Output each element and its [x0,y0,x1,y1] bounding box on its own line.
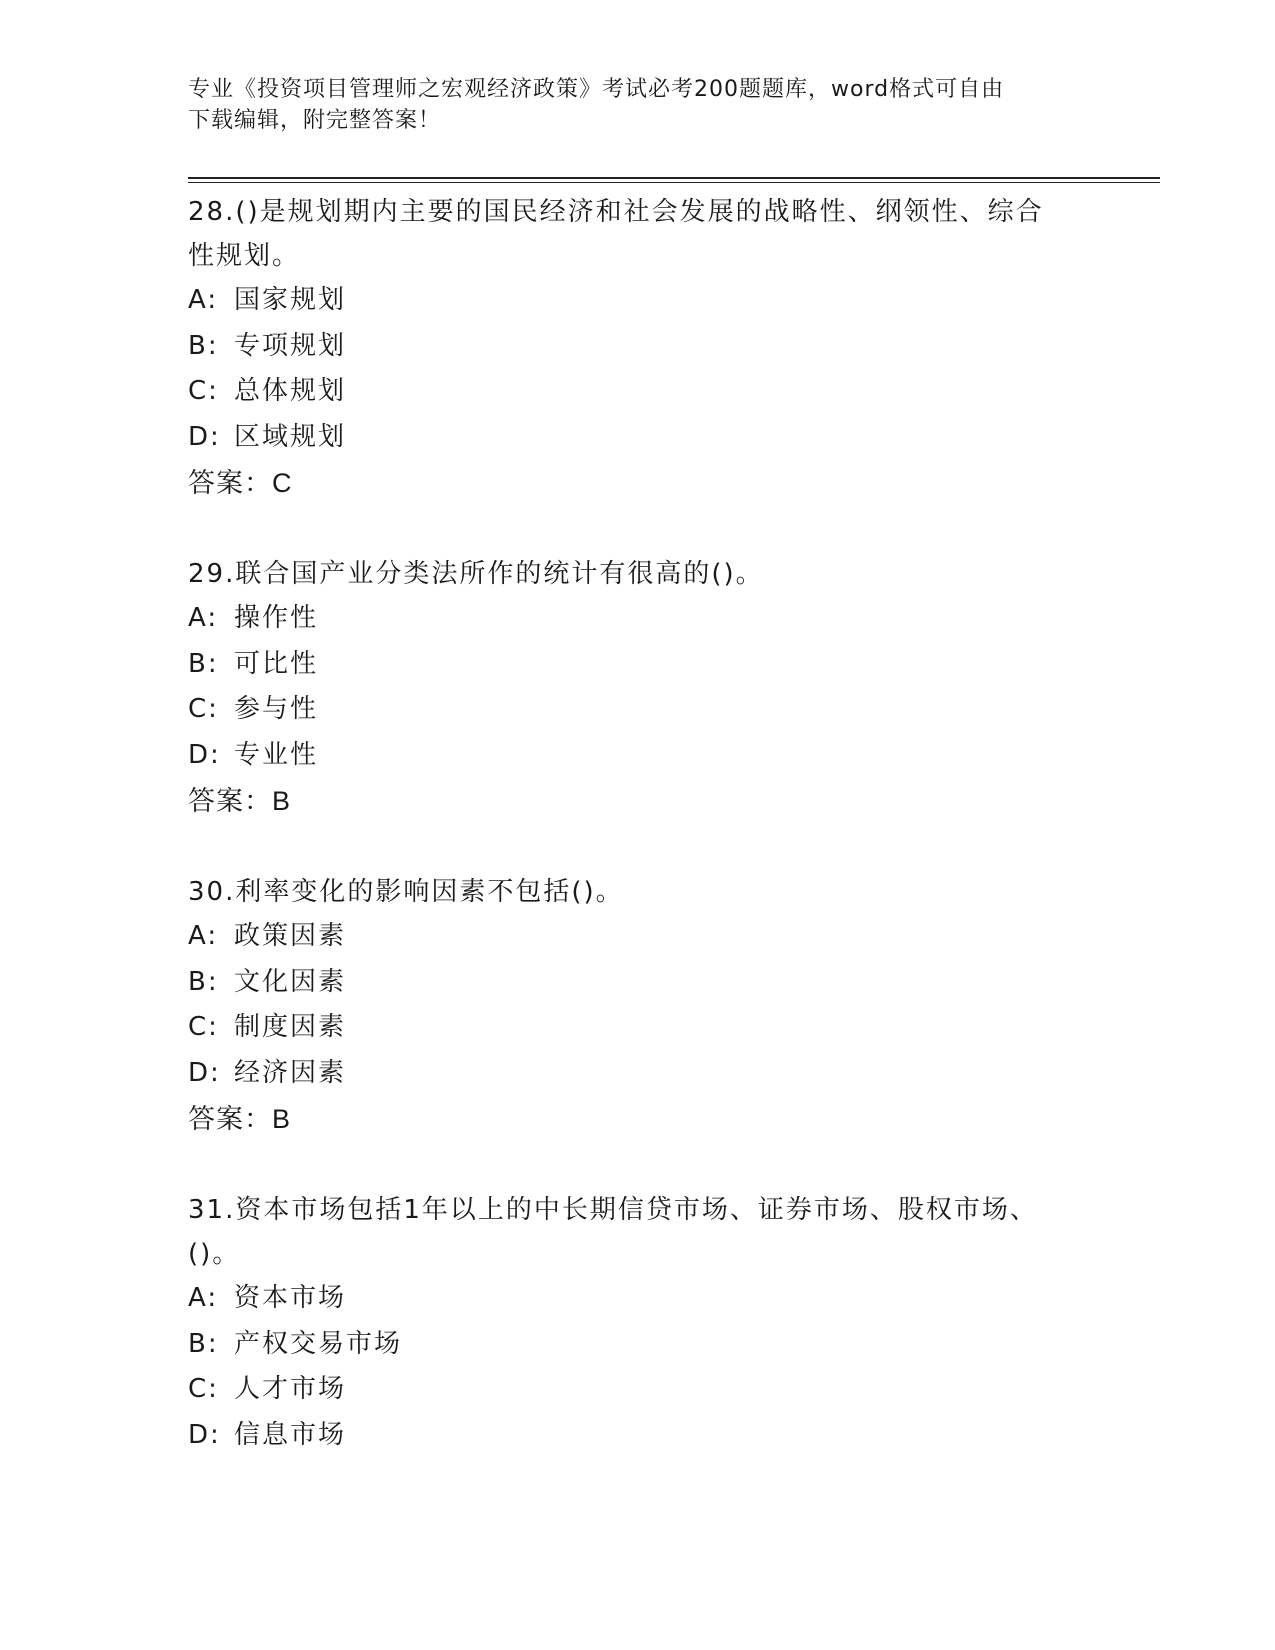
option-d [188,733,1088,779]
option-text: 操作性 [234,603,319,633]
question-29 [188,552,1088,824]
option-text: 总体规划 [234,376,347,406]
option-text: 可比性 [234,648,319,679]
option-text: 人才市场 [234,1374,347,1404]
header-divider-thin [188,182,1160,183]
option-text: 产权交易市场 [234,1328,403,1359]
question-stem [188,1188,1088,1276]
option-letter: A: [188,285,219,315]
option-letter: D: [188,1419,221,1450]
option-letter: C: [188,1012,219,1042]
option-letter: D: [188,1057,221,1088]
option-d [188,1051,1088,1097]
header-divider-thick [188,177,1160,179]
header-line: 专业《投资项目管理师之宏观经济政策》考试必考200题题库，word格式可自由 [188,77,1005,102]
header-line: 下载编辑，附完整答案！ [188,108,442,133]
option-text: 专业性 [234,739,319,770]
option-a [188,596,1088,642]
option-b [188,642,1088,688]
option-c [188,1367,1088,1413]
option-d [188,1413,1088,1459]
option-letter: C: [188,1374,219,1404]
question-stem [188,552,1088,596]
question-stem-line: 性规划。 [188,241,301,271]
option-letter: C: [188,694,219,724]
question-28 [188,190,1088,506]
option-text: 政策因素 [234,921,347,951]
question-stem [188,190,1088,278]
option-b [188,960,1088,1006]
answer-line: 答案：B [188,1104,292,1134]
question-stem-line: 29.联合国产业分类法所作的统计有很高的()。 [188,559,764,589]
question-stem-line: 30.利率变化的影响因素不包括()。 [188,877,624,907]
option-letter: C: [188,376,219,406]
question-stem-line: 28.()是规划期内主要的国民经济和社会发展的战略性、纲领性、综合 [188,197,1044,227]
question-31 [188,1188,1088,1458]
option-text: 专项规划 [234,330,347,361]
option-text: 区域规划 [234,421,347,452]
option-text: 文化因素 [234,966,347,997]
option-c [188,687,1088,733]
option-text: 制度因素 [234,1012,347,1042]
option-text: 经济因素 [234,1057,347,1088]
option-letter: B: [188,648,219,679]
option-letter: B: [188,330,219,361]
option-d [188,415,1088,461]
option-b [188,1322,1088,1368]
answer-line: 答案：B [188,786,292,816]
option-letter: D: [188,739,221,770]
question-stem-line: ()。 [188,1239,241,1269]
question-list [188,190,1088,1504]
option-a [188,278,1088,324]
option-letter: A: [188,921,219,951]
option-text: 资本市场 [234,1283,347,1313]
answer-line: 答案：C [188,468,293,498]
option-a [188,914,1088,960]
option-b [188,324,1088,370]
option-a [188,1276,1088,1322]
question-stem-line: 31.资本市场包括1年以上的中长期信贷市场、证券市场、股权市场、 [188,1195,1038,1225]
option-letter: B: [188,1328,219,1359]
option-letter: A: [188,603,219,633]
option-letter: A: [188,1283,219,1313]
option-c [188,369,1088,415]
option-text: 国家规划 [234,285,347,315]
question-30 [188,870,1088,1142]
option-c [188,1005,1088,1051]
option-letter: D: [188,421,221,452]
question-stem [188,870,1088,914]
option-text: 参与性 [234,694,319,724]
document-header [188,74,1088,136]
option-letter: B: [188,966,219,997]
option-text: 信息市场 [234,1419,347,1450]
